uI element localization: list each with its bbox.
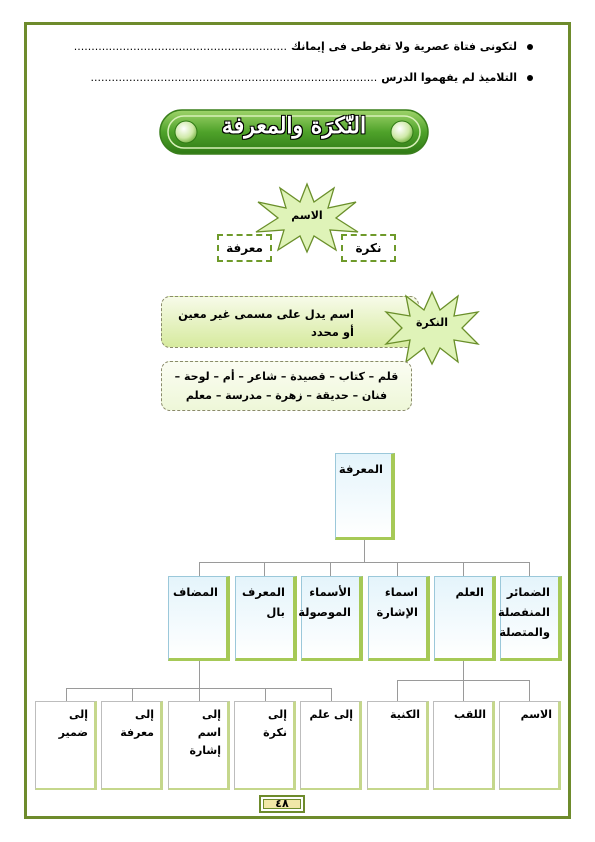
- bullet-dot: [527, 44, 533, 50]
- tree-node-pronouns: الضمائر المنفصلة والمتصلة: [500, 576, 562, 661]
- bullet-item-2: [91, 71, 534, 84]
- connector-line: [265, 688, 266, 701]
- tree-leaf-ism: الاسم: [499, 701, 561, 790]
- nakira-examples-box: [161, 361, 412, 411]
- connector-line: [364, 540, 365, 562]
- connector-line: [199, 661, 200, 688]
- examples-line-2: فنان – حديقة – زهرة – مدرسة – معلم: [185, 389, 388, 402]
- fill-in-dots: ..................................................................................: [90, 71, 378, 84]
- tree-leaf-ila-ism-ishara: إلى اسم إشارة: [168, 701, 230, 790]
- tree-leaf-ila-marifa: إلى معرفة: [101, 701, 163, 790]
- bullet-item-1: [74, 40, 533, 53]
- connector-line: [463, 562, 464, 576]
- bullet-text: التلاميذ لم يفهموا الدرس: [381, 71, 517, 84]
- tree-node-mudaf: المضاف: [168, 576, 230, 661]
- connector-line: [199, 688, 200, 701]
- tree-node-demonstratives: اسماء الإشارة: [368, 576, 430, 661]
- connector-line: [397, 680, 398, 701]
- star-ism-label: الاسم: [291, 209, 323, 222]
- tree-node-definite-al: المعرف بال: [235, 576, 297, 661]
- tree-root-marifa: المعرفة: [335, 453, 395, 540]
- tree-leaf-kunya: الكنية: [367, 701, 429, 790]
- star-nakira-label: النكرة: [415, 316, 449, 329]
- bullet-dot: [527, 75, 533, 81]
- connector-line: [132, 688, 133, 701]
- page-title: النّكرَة والمعرفة: [221, 113, 367, 139]
- tree-leaf-ila-damir: إلى ضمير: [35, 701, 97, 790]
- connector-line: [529, 680, 530, 701]
- connector-line: [199, 562, 200, 576]
- connector-line: [529, 562, 530, 576]
- bullet-text: لتكونى فتاة عصرية ولا تفرطى فى إيمانك: [291, 40, 517, 53]
- connector-line: [330, 562, 331, 576]
- connector-line: [331, 688, 332, 701]
- page-number: ٤٨: [259, 795, 305, 813]
- tree-node-alam: العلم: [434, 576, 496, 661]
- tree-leaf-ila-nakira: إلى نكرة: [234, 701, 296, 790]
- tree-leaf-ila-alam: إلى علم: [300, 701, 362, 790]
- connector-line: [463, 680, 464, 701]
- connector-line: [463, 661, 464, 680]
- examples-line-1: قلم – كتاب – قصيدة – شاعر – أم – لوحة –: [174, 370, 399, 383]
- tree-node-relatives: الأسماء الموصولة: [301, 576, 363, 661]
- fill-in-dots: .............................................................: [73, 40, 288, 53]
- connector-line: [397, 562, 398, 576]
- nakira-definition-text: اسم يدل على مسمى غير معين أو محدد: [178, 307, 354, 339]
- connector-line: [264, 562, 265, 576]
- connector-line: [66, 688, 67, 701]
- marifa-box: معرفة: [217, 234, 272, 262]
- nakira-box: نكرة: [341, 234, 396, 262]
- nakira-definition-box: [161, 296, 419, 348]
- connector-line: [199, 562, 529, 563]
- tree-leaf-laqab: اللقب: [433, 701, 495, 790]
